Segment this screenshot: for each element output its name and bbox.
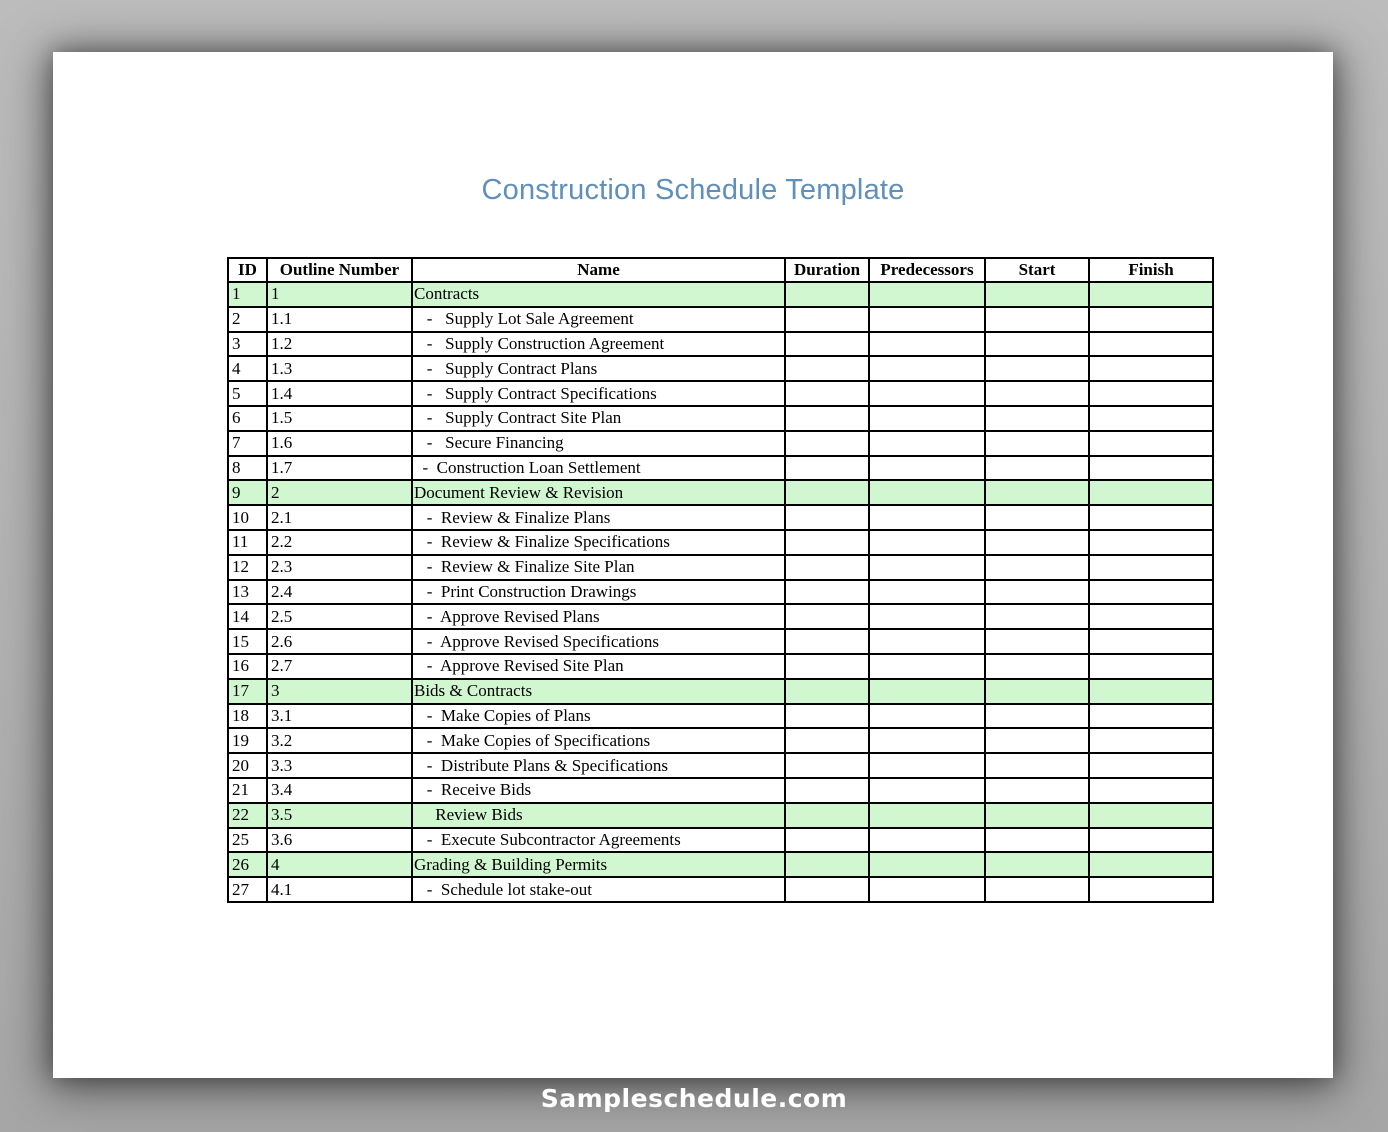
cell-start	[985, 555, 1089, 580]
cell-outline: 3.1	[267, 704, 412, 729]
cell-id: 6	[228, 406, 267, 431]
cell-id: 7	[228, 431, 267, 456]
cell-id: 1	[228, 282, 267, 307]
cell-id: 16	[228, 654, 267, 679]
cell-id: 5	[228, 381, 267, 406]
cell-name: - Distribute Plans & Specifications	[412, 753, 785, 778]
cell-finish	[1089, 877, 1213, 902]
column-header-start: Start	[985, 258, 1089, 282]
cell-name: - Make Copies of Specifications	[412, 728, 785, 753]
cell-name: - Review & Finalize Plans	[412, 505, 785, 530]
cell-finish	[1089, 381, 1213, 406]
cell-predecessors	[869, 332, 985, 357]
cell-start	[985, 530, 1089, 555]
cell-start	[985, 307, 1089, 332]
cell-outline: 2.4	[267, 580, 412, 605]
table-row	[228, 728, 1213, 753]
cell-outline: 2.7	[267, 654, 412, 679]
cell-duration	[785, 778, 869, 803]
cell-predecessors	[869, 580, 985, 605]
cell-id: 26	[228, 852, 267, 877]
table-row	[228, 356, 1213, 381]
cell-start	[985, 679, 1089, 704]
cell-finish	[1089, 704, 1213, 729]
cell-duration	[785, 580, 869, 605]
cell-name: - Approve Revised Site Plan	[412, 654, 785, 679]
column-header-duration: Duration	[785, 258, 869, 282]
cell-predecessors	[869, 604, 985, 629]
cell-duration	[785, 381, 869, 406]
cell-outline: 4.1	[267, 877, 412, 902]
schedule-table	[227, 257, 1214, 903]
cell-name: Bids & Contracts	[412, 679, 785, 704]
cell-id: 27	[228, 877, 267, 902]
cell-id: 4	[228, 356, 267, 381]
table-row	[228, 704, 1213, 729]
cell-predecessors	[869, 828, 985, 853]
cell-duration	[785, 480, 869, 505]
table-row	[228, 753, 1213, 778]
cell-id: 11	[228, 530, 267, 555]
cell-finish	[1089, 406, 1213, 431]
cell-duration	[785, 679, 869, 704]
cell-outline: 3	[267, 679, 412, 704]
cell-duration	[785, 604, 869, 629]
table-row	[228, 877, 1213, 902]
cell-finish	[1089, 580, 1213, 605]
cell-id: 25	[228, 828, 267, 853]
table-row	[228, 480, 1213, 505]
cell-start	[985, 629, 1089, 654]
cell-finish	[1089, 356, 1213, 381]
cell-id: 10	[228, 505, 267, 530]
cell-finish	[1089, 282, 1213, 307]
table-row	[228, 852, 1213, 877]
cell-predecessors	[869, 778, 985, 803]
cell-finish	[1089, 307, 1213, 332]
cell-finish	[1089, 505, 1213, 530]
cell-name: - Supply Contract Specifications	[412, 381, 785, 406]
cell-predecessors	[869, 431, 985, 456]
cell-name: - Make Copies of Plans	[412, 704, 785, 729]
table-row	[228, 778, 1213, 803]
table-row	[228, 555, 1213, 580]
cell-predecessors	[869, 456, 985, 481]
cell-id: 19	[228, 728, 267, 753]
cell-duration	[785, 803, 869, 828]
cell-start	[985, 381, 1089, 406]
cell-finish	[1089, 679, 1213, 704]
column-header-predecessors: Predecessors	[869, 258, 985, 282]
cell-duration	[785, 282, 869, 307]
watermark-text: Sampleschedule.com	[540, 1084, 848, 1113]
cell-predecessors	[869, 555, 985, 580]
cell-duration	[785, 456, 869, 481]
cell-outline: 3.2	[267, 728, 412, 753]
cell-id: 12	[228, 555, 267, 580]
cell-id: 8	[228, 456, 267, 481]
table-row	[228, 530, 1213, 555]
table-header-row	[228, 258, 1213, 282]
cell-predecessors	[869, 877, 985, 902]
cell-outline: 4	[267, 852, 412, 877]
cell-predecessors	[869, 480, 985, 505]
cell-id: 2	[228, 307, 267, 332]
cell-outline: 2.2	[267, 530, 412, 555]
table-row	[228, 580, 1213, 605]
cell-finish	[1089, 852, 1213, 877]
cell-outline: 2.1	[267, 505, 412, 530]
cell-duration	[785, 530, 869, 555]
cell-finish	[1089, 629, 1213, 654]
cell-name: - Construction Loan Settlement	[412, 456, 785, 481]
table-row	[228, 381, 1213, 406]
page-title: Construction Schedule Template	[481, 174, 905, 206]
table-row	[228, 431, 1213, 456]
table-row	[228, 307, 1213, 332]
cell-finish	[1089, 753, 1213, 778]
cell-duration	[785, 356, 869, 381]
cell-start	[985, 282, 1089, 307]
cell-outline: 3.4	[267, 778, 412, 803]
cell-finish	[1089, 654, 1213, 679]
cell-duration	[785, 852, 869, 877]
cell-id: 22	[228, 803, 267, 828]
cell-predecessors	[869, 629, 985, 654]
cell-outline: 1.4	[267, 381, 412, 406]
cell-duration	[785, 307, 869, 332]
cell-start	[985, 356, 1089, 381]
cell-predecessors	[869, 505, 985, 530]
table-row	[228, 505, 1213, 530]
cell-start	[985, 332, 1089, 357]
cell-name: - Receive Bids	[412, 778, 785, 803]
cell-finish	[1089, 803, 1213, 828]
cell-name: - Approve Revised Plans	[412, 604, 785, 629]
table-row	[228, 803, 1213, 828]
cell-predecessors	[869, 406, 985, 431]
cell-finish	[1089, 456, 1213, 481]
table-row	[228, 406, 1213, 431]
cell-predecessors	[869, 803, 985, 828]
cell-start	[985, 604, 1089, 629]
table-row	[228, 679, 1213, 704]
cell-name: - Supply Contract Site Plan	[412, 406, 785, 431]
cell-predecessors	[869, 356, 985, 381]
cell-start	[985, 580, 1089, 605]
cell-name: - Secure Financing	[412, 431, 785, 456]
cell-name: Document Review & Revision	[412, 480, 785, 505]
cell-outline: 1.6	[267, 431, 412, 456]
cell-name: - Approve Revised Specifications	[412, 629, 785, 654]
cell-duration	[785, 753, 869, 778]
cell-predecessors	[869, 753, 985, 778]
table-row	[228, 282, 1213, 307]
cell-start	[985, 654, 1089, 679]
cell-start	[985, 431, 1089, 456]
cell-duration	[785, 828, 869, 853]
cell-start	[985, 456, 1089, 481]
cell-name: - Execute Subcontractor Agreements	[412, 828, 785, 853]
cell-finish	[1089, 778, 1213, 803]
cell-id: 17	[228, 679, 267, 704]
cell-name: - Review & Finalize Specifications	[412, 530, 785, 555]
cell-outline: 2.6	[267, 629, 412, 654]
table-row	[228, 828, 1213, 853]
cell-name: - Schedule lot stake-out	[412, 877, 785, 902]
cell-predecessors	[869, 307, 985, 332]
cell-finish	[1089, 728, 1213, 753]
cell-id: 13	[228, 580, 267, 605]
document-page	[53, 52, 1333, 1078]
cell-id: 21	[228, 778, 267, 803]
cell-predecessors	[869, 852, 985, 877]
table-row	[228, 332, 1213, 357]
cell-name: Contracts	[412, 282, 785, 307]
cell-start	[985, 778, 1089, 803]
cell-name: - Supply Construction Agreement	[412, 332, 785, 357]
cell-predecessors	[869, 654, 985, 679]
cell-predecessors	[869, 728, 985, 753]
cell-predecessors	[869, 381, 985, 406]
cell-outline: 1.2	[267, 332, 412, 357]
cell-finish	[1089, 431, 1213, 456]
cell-duration	[785, 728, 869, 753]
cell-start	[985, 728, 1089, 753]
cell-finish	[1089, 480, 1213, 505]
cell-duration	[785, 555, 869, 580]
cell-predecessors	[869, 704, 985, 729]
cell-id: 15	[228, 629, 267, 654]
cell-duration	[785, 431, 869, 456]
cell-duration	[785, 654, 869, 679]
column-header-name: Name	[412, 258, 785, 282]
cell-start	[985, 828, 1089, 853]
cell-finish	[1089, 332, 1213, 357]
cell-start	[985, 852, 1089, 877]
cell-outline: 1	[267, 282, 412, 307]
cell-outline: 3.3	[267, 753, 412, 778]
cell-start	[985, 406, 1089, 431]
cell-start	[985, 704, 1089, 729]
cell-outline: 2.5	[267, 604, 412, 629]
column-header-id: ID	[228, 258, 267, 282]
cell-name: Review Bids	[412, 803, 785, 828]
cell-start	[985, 505, 1089, 530]
cell-name: Grading & Building Permits	[412, 852, 785, 877]
column-header-finish: Finish	[1089, 258, 1213, 282]
table-row	[228, 629, 1213, 654]
cell-duration	[785, 629, 869, 654]
cell-start	[985, 753, 1089, 778]
cell-finish	[1089, 555, 1213, 580]
cell-finish	[1089, 530, 1213, 555]
cell-outline: 1.5	[267, 406, 412, 431]
cell-start	[985, 803, 1089, 828]
cell-duration	[785, 332, 869, 357]
cell-duration	[785, 406, 869, 431]
cell-name: - Supply Contract Plans	[412, 356, 785, 381]
cell-id: 18	[228, 704, 267, 729]
cell-outline: 1.1	[267, 307, 412, 332]
cell-finish	[1089, 604, 1213, 629]
cell-start	[985, 877, 1089, 902]
table-row	[228, 654, 1213, 679]
cell-id: 3	[228, 332, 267, 357]
cell-outline: 1.7	[267, 456, 412, 481]
cell-start	[985, 480, 1089, 505]
cell-outline: 2	[267, 480, 412, 505]
cell-name: - Supply Lot Sale Agreement	[412, 307, 785, 332]
cell-name: - Review & Finalize Site Plan	[412, 555, 785, 580]
cell-predecessors	[869, 679, 985, 704]
table-row	[228, 456, 1213, 481]
cell-duration	[785, 877, 869, 902]
cell-predecessors	[869, 282, 985, 307]
table-body	[228, 282, 1213, 902]
cell-outline: 3.6	[267, 828, 412, 853]
column-header-outline: Outline Number	[267, 258, 412, 282]
cell-predecessors	[869, 530, 985, 555]
cell-duration	[785, 704, 869, 729]
cell-id: 20	[228, 753, 267, 778]
cell-duration	[785, 505, 869, 530]
cell-outline: 2.3	[267, 555, 412, 580]
cell-finish	[1089, 828, 1213, 853]
cell-id: 9	[228, 480, 267, 505]
cell-outline: 1.3	[267, 356, 412, 381]
table-row	[228, 604, 1213, 629]
cell-id: 14	[228, 604, 267, 629]
cell-outline: 3.5	[267, 803, 412, 828]
cell-name: - Print Construction Drawings	[412, 580, 785, 605]
